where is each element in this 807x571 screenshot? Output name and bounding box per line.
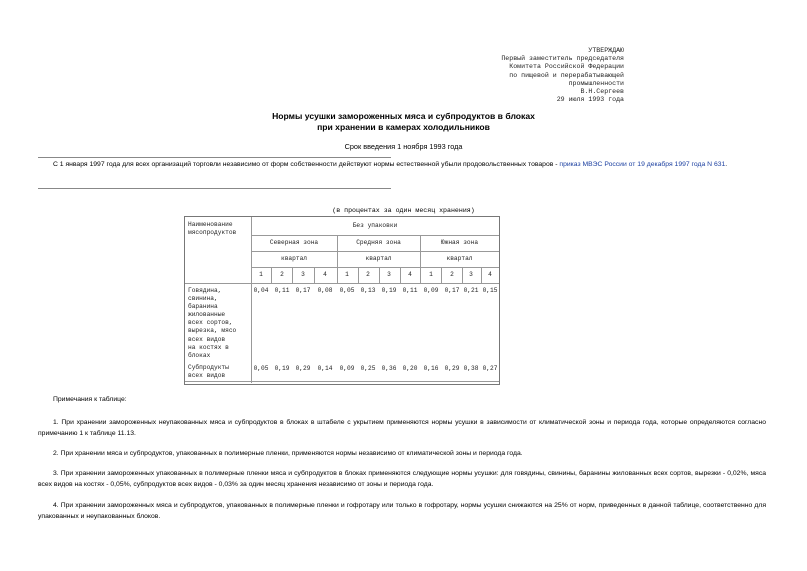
table-rule: [251, 251, 499, 252]
approval-line: Первый заместитель председателя: [501, 55, 624, 63]
notes-section: [38, 394, 766, 544]
table-cell: 0,17: [295, 287, 311, 294]
title-line-1: Нормы усушки замороженных мяса и субпродуктов в блоках: [272, 111, 535, 121]
approval-line: В.Н.Сергеев: [580, 88, 624, 96]
column-header-name: Наименование мясопродуктов: [188, 221, 237, 236]
quarter-number: 3: [469, 271, 473, 278]
row-label-meat: Говядина, свинина, баранина жилованные всех сортов, вырезка, мясо всех видов на костях в блоках: [188, 287, 237, 359]
note-item: 1. При хранении замороженных неупакованных мяса и субпродуктов в блоках в штабеле с укрытием применяются нормы усушки в зависимости от климатической зоны и периода года, которые определяются согласно примечанию 1 к таблице 11.13.: [38, 419, 766, 437]
table-cell: 0,19: [274, 365, 290, 372]
quarter-number: 4: [488, 271, 492, 278]
approval-line: промышленности: [568, 79, 624, 87]
approval-line: Комитета Российской Федерации: [509, 63, 624, 71]
table-cell: 0,20: [402, 365, 418, 372]
notice-tail: .: [725, 161, 728, 168]
table-cell: 0,09: [423, 287, 439, 294]
approval-line: 29 июля 1993 года: [556, 96, 624, 104]
quarter-number: 4: [323, 271, 327, 278]
table-cell: 0,13: [360, 287, 376, 294]
table-rule: [185, 381, 499, 382]
table-rule: [292, 267, 293, 283]
quarter-number: 2: [366, 271, 370, 278]
quarter-number: 1: [429, 271, 433, 278]
row-label-offal: Субпродукты всех видов: [188, 364, 229, 380]
effective-date: Срок введения 1 ноября 1993 года: [344, 142, 463, 151]
approval-line: по пищевой и перерабатывающей: [509, 71, 624, 79]
notice-paragraph: [38, 160, 766, 171]
table-cell: 0,08: [317, 287, 333, 294]
table-cell: 0,21: [463, 287, 479, 294]
table-cell: 0,05: [339, 287, 355, 294]
table-rule: [271, 267, 272, 283]
note-item: 2. При хранении мяса и субпродуктов, упакованных в полимерные пленки, применяются нормы независимо от климатической зоны и периода года.: [53, 450, 523, 457]
note-item: 3. При хранении замороженных упакованных в полимерные пленки мяса и субпродуктов в блоках применяются следующие нормы усушки: для говядины, свинины, баранины жилованных всех сортов, вырезки - 0,02%, мяса всех видов на костях - 0,05%, субпродуктов всех видов - 0,03% за один месяц хранения независимо от зоны и периода года.: [38, 470, 766, 488]
divider: [38, 157, 391, 158]
norms-table: [184, 216, 500, 385]
table-cell: 0,36: [381, 365, 397, 372]
table-cell: 0,15: [482, 287, 498, 294]
table-cell: 0,29: [444, 365, 460, 372]
approval-block: [474, 47, 624, 104]
table-cell: 0,16: [423, 365, 439, 372]
quarter-number: 1: [259, 271, 263, 278]
zone-header-south: Южная зона: [440, 239, 479, 246]
quarter-number: 2: [280, 271, 284, 278]
title-line-2: при хранении в камерах холодильников: [317, 121, 490, 132]
note-item: 4. При хранении замороженных мяса и субпродуктов, упакованных в полимерные пленки и гофротару или только в гофротару, нормы усушки снижаются на 25% от норм, приведенных в данной таблице, соответственно для упакованных и неупакованных блоков.: [38, 502, 766, 520]
table-cell: 0,25: [360, 365, 376, 372]
packaging-header: Без упаковки: [352, 222, 398, 229]
table-cell: 0,14: [317, 365, 333, 372]
divider: [38, 188, 391, 189]
table-cell: 0,17: [444, 287, 460, 294]
quarter-label: квартал: [281, 255, 307, 262]
quarter-label: квартал: [446, 255, 473, 262]
table-cell: 0,29: [295, 365, 311, 372]
table-rule: [251, 235, 499, 236]
notice-link[interactable]: приказ МВЭС России от 19 декабря 1997 года N 631: [559, 161, 726, 168]
table-rule: [441, 267, 442, 283]
notes-heading: Примечания к таблице:: [53, 396, 127, 403]
table-cell: 0,09: [339, 365, 355, 372]
quarter-number: 2: [450, 271, 454, 278]
table-cell: 0,05: [253, 365, 269, 372]
table-cell: 0,11: [402, 287, 418, 294]
approval-line: УТВЕРЖДАЮ: [588, 47, 624, 54]
quarter-number: 3: [301, 271, 305, 278]
table-rule: [185, 283, 499, 284]
table-cell: 0,38: [463, 365, 479, 372]
table-cell: 0,04: [253, 287, 269, 294]
table-cell: 0,11: [274, 287, 290, 294]
table-cell: 0,19: [381, 287, 397, 294]
table-caption: (в процентах за один месяц хранения): [332, 207, 475, 214]
notice-text: С 1 января 1997 года для всех организаций торговли независимо от форм собственности действуют нормы естественной убыли продовольственных товаров -: [53, 161, 560, 168]
table-rule: [314, 267, 315, 283]
table-cell: 0,27: [482, 365, 498, 372]
document-title: [0, 111, 807, 132]
quarter-number: 1: [345, 271, 349, 278]
zone-header-north: Северная зона: [269, 239, 319, 246]
quarter-number: 4: [408, 271, 412, 278]
quarter-label: квартал: [365, 255, 392, 262]
quarter-number: 3: [387, 271, 391, 278]
zone-header-middle: Средняя зона: [356, 239, 401, 246]
